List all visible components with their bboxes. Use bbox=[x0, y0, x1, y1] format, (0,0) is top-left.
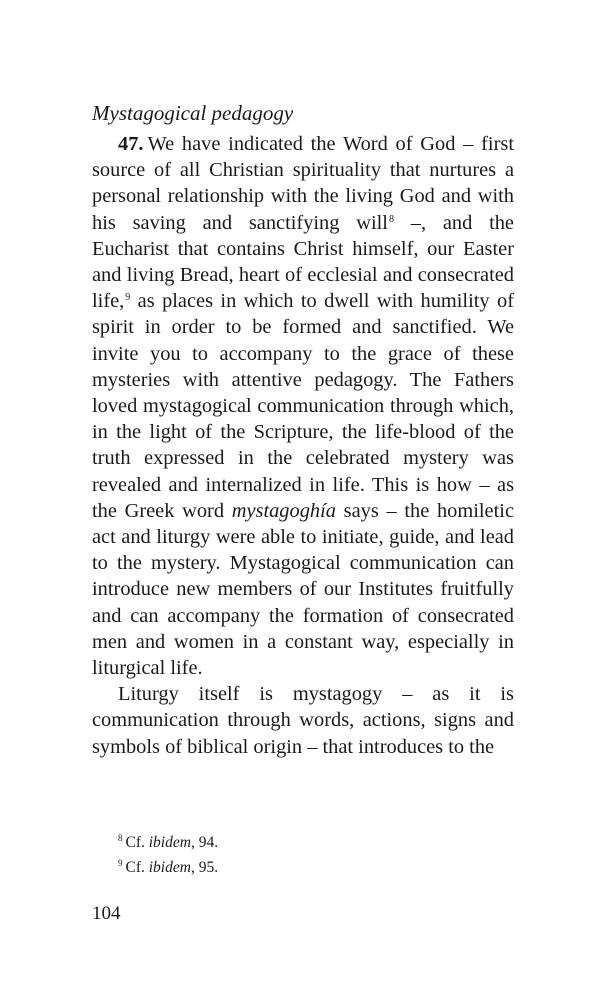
footnote-suffix: , 95. bbox=[190, 859, 219, 876]
paragraph-text-c: as places in which to dwell with humility of spirit in order to be formed and sanctified. We invite you to accompany to the grace of these mysteries with attentive pedagogy. The Fathers loved mystagogical communication through which, in the light of the Scripture, the life-blood of the truth expressed in the celebrated mystery was revealed and internalized in life. This is how – as the Greek word bbox=[92, 290, 514, 522]
greek-term: mystagoghía bbox=[231, 499, 336, 522]
page-body bbox=[92, 100, 514, 760]
paragraph-text-a: We have indicated the Word of God – first source of all Christian spirituality that nurtures a personal relationship with the living God and with his saving and sanctifying will bbox=[92, 133, 514, 234]
paragraph-text-d: says – the homiletic act and liturgy were able to initiate, guide, and lead to the mystery. Mystagogical communication can introduce new members of our Institutes fruitfully and can accompany the formation of consecrated men and women in a constant way, especially in liturgical life. bbox=[92, 499, 514, 680]
section-heading: Mystagogical pedagogy bbox=[92, 101, 294, 125]
footnotes bbox=[118, 828, 498, 878]
footnote-9 bbox=[118, 853, 498, 878]
footnote-8 bbox=[118, 828, 498, 853]
page-number: 104 bbox=[92, 903, 121, 924]
footnote-source: ibidem bbox=[148, 859, 191, 876]
footnote-mark: 8 bbox=[118, 833, 123, 843]
paragraph-number: 47. bbox=[118, 133, 144, 155]
paragraph-liturgy: Liturgy itself is mystagogy – as it is communication through words, actions, signs and symbols of biblical origin – that introduces to the bbox=[92, 683, 514, 758]
footnote-prefix: Cf. bbox=[125, 834, 149, 851]
footnote-ref-9[interactable]: 9 bbox=[125, 292, 131, 304]
footnote-mark: 9 bbox=[118, 858, 123, 868]
paragraph-47 bbox=[92, 131, 514, 681]
paragraph-text-b: –, and the Eucharist that contains Christ himself, our Easter and living Bread, heart of ecclesial and consecrated life, bbox=[92, 211, 514, 313]
footnote-suffix: , 94. bbox=[190, 834, 219, 851]
footnote-prefix: Cf. bbox=[125, 859, 149, 876]
footnote-source: ibidem bbox=[148, 834, 191, 851]
footnote-ref-8[interactable]: 8 bbox=[388, 213, 394, 225]
